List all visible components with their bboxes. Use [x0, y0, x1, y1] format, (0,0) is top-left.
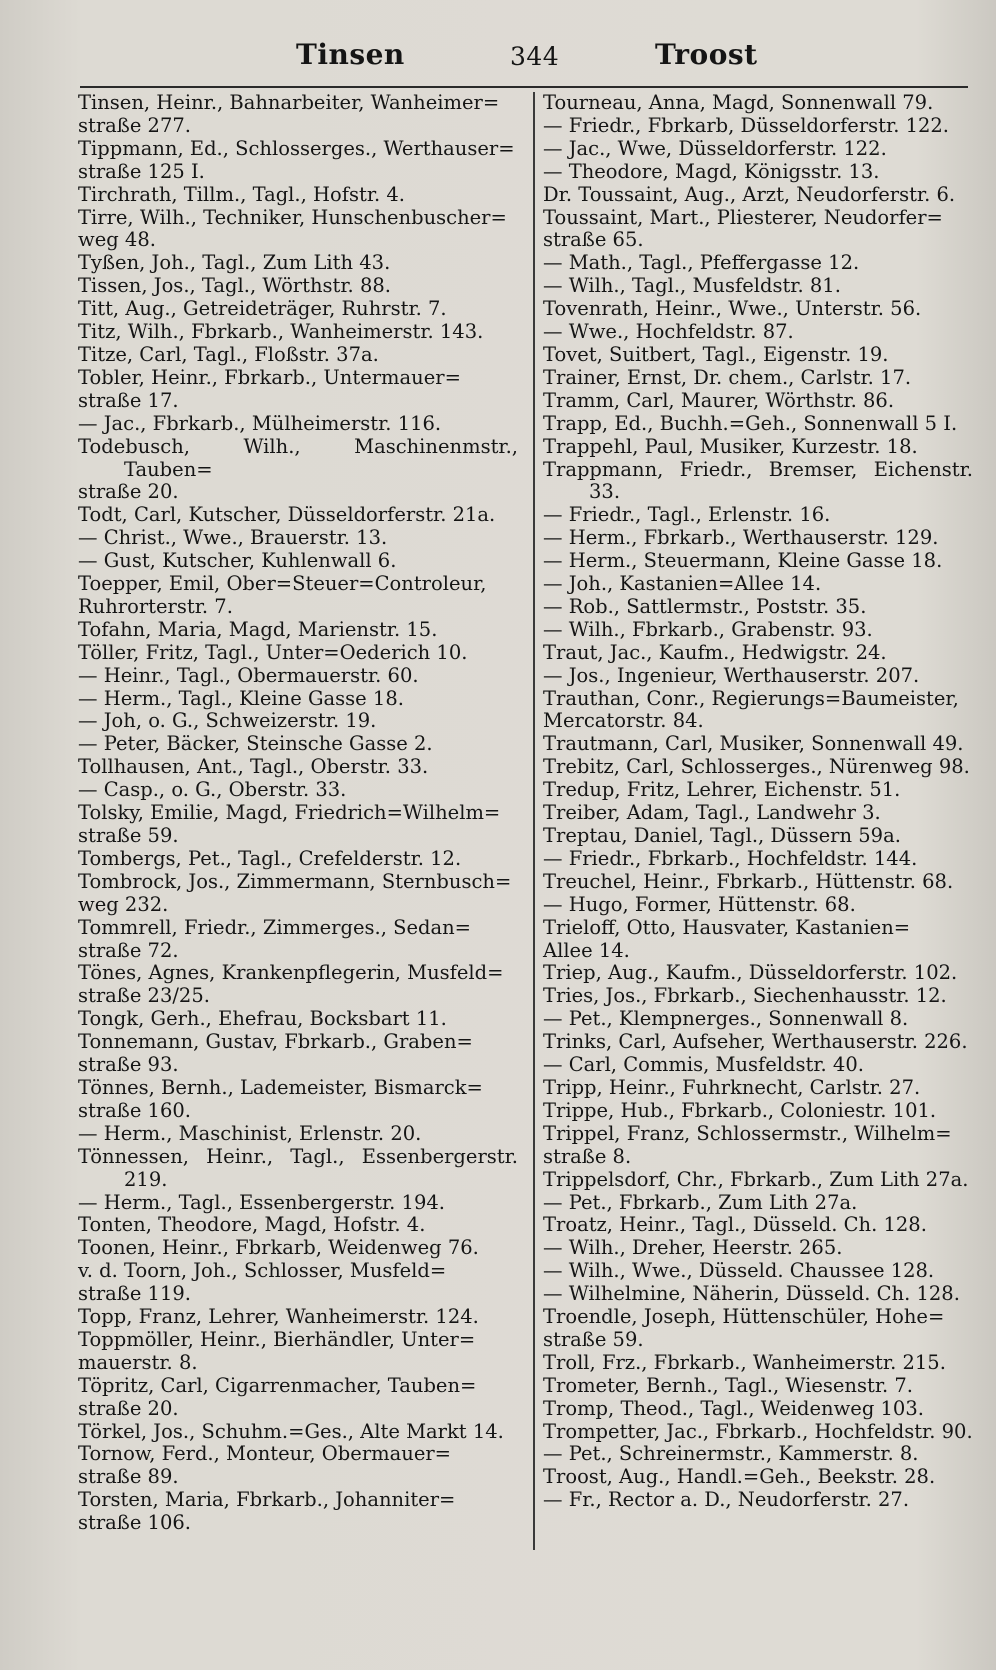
entry-continuation: straße 72. [78, 938, 179, 962]
directory-entry [78, 642, 518, 665]
directory-entry [543, 413, 973, 436]
directory-entry [78, 1123, 518, 1146]
directory-entry [78, 184, 518, 207]
directory-entry [543, 917, 973, 963]
directory-entry [543, 1421, 973, 1444]
entry-line: Tramm, Carl, Maurer, Wörthstr. 86. [543, 388, 895, 412]
directory-entry [78, 275, 518, 298]
directory-entry [78, 756, 518, 779]
entry-continuation: straße 23/25. [78, 984, 210, 1008]
entry-line: Tredup, Fritz, Lehrer, Eichenstr. 51. [543, 778, 901, 802]
directory-entry [543, 779, 973, 802]
directory-entry [78, 92, 518, 138]
left-column [78, 92, 518, 1535]
entry-line: Tofahn, Maria, Magd, Marienstr. 15. [78, 617, 438, 641]
directory-entry [78, 802, 518, 848]
entry-line: — Joh, o. G., Schweizerstr. 19. [78, 709, 377, 733]
directory-entry [78, 1306, 518, 1329]
entry-line: Tönes, Agnes, Krankenpflegerin, Musfeld= [78, 961, 504, 985]
directory-entry [543, 733, 973, 756]
entry-line: Dr. Toussaint, Aug., Arzt, Neudorferstr. 6. [543, 182, 956, 206]
entry-line: Tonnemann, Gustav, Fbrkarb., Graben= [78, 1030, 473, 1054]
entry-line: — Wwe., Hochfeldstr. 87. [543, 320, 794, 344]
directory-entry [78, 1489, 518, 1535]
entry-line: Toepper, Emil, Ober=Steuer=Controleur, [78, 572, 487, 596]
directory-entry [78, 138, 518, 184]
entry-continuation: weg 232. [78, 892, 169, 916]
directory-entry [543, 596, 973, 619]
entry-line: Troendle, Joseph, Hüttenschüler, Hohe= [543, 1305, 945, 1329]
entry-line: Trautmann, Carl, Musiker, Sonnenwall 49. [543, 732, 964, 756]
entry-line: Tourneau, Anna, Magd, Sonnenwall 79. [543, 91, 934, 114]
right-column [543, 92, 973, 1512]
entry-line: Tollhausen, Ant., Tagl., Oberstr. 33. [78, 755, 429, 779]
directory-entry [78, 504, 518, 527]
directory-entry [543, 688, 973, 734]
directory-entry [543, 665, 973, 688]
entry-line: — Wilh., Fbrkarb., Grabenstr. 93. [543, 617, 873, 641]
entry-line: Trinks, Carl, Aufseher, Werthauserstr. 226. [543, 1030, 968, 1054]
entry-line: Trippelsdorf, Chr., Fbrkarb., Zum Lith 27a. [543, 1167, 969, 1191]
directory-entry [78, 917, 518, 963]
directory-entry [78, 252, 518, 275]
entry-continuation: straße 17. [78, 388, 179, 412]
entry-line: Tries, Jos., Fbrkarb., Siechenhausstr. 12. [543, 984, 947, 1008]
entry-continuation: straße 106. [78, 1511, 191, 1535]
entry-continuation: weg 48. [78, 228, 156, 252]
directory-entry [543, 1169, 973, 1192]
running-header [0, 38, 996, 78]
entry-line: Toussaint, Mart., Pliesterer, Neudorfer= [543, 205, 943, 229]
entry-line: — Wilh., Dreher, Heerstr. 265. [543, 1236, 843, 1260]
entry-line: Tobler, Heinr., Fbrkarb., Untermauer= [78, 365, 461, 389]
directory-entry [543, 504, 973, 527]
entry-line: — Pet., Schreinermstr., Kammerstr. 8. [543, 1442, 919, 1466]
directory-entry [543, 1283, 973, 1306]
entry-line: Tonten, Theodore, Magd, Hofstr. 4. [78, 1213, 426, 1237]
entry-line: Trappmann, Friedr., Bremser, Eichenstr. 33. [543, 457, 973, 504]
directory-entry [543, 802, 973, 825]
entry-line: Toonen, Heinr., Fbrkarb, Weidenweg 76. [78, 1236, 479, 1260]
entry-line: Tippmann, Ed., Schlosserges., Werthauser= [78, 136, 515, 160]
directory-entry [78, 207, 518, 253]
entry-line: Troll, Frz., Fbrkarb., Wanheimerstr. 215. [543, 1350, 946, 1374]
entry-continuation: straße 119. [78, 1282, 191, 1306]
entry-line: Tönnes, Bernh., Lademeister, Bismarck= [78, 1075, 483, 1099]
directory-entry [543, 1123, 973, 1169]
directory-entry [78, 962, 518, 1008]
directory-entry [543, 184, 973, 207]
entry-line: Todebusch, Wilh., Maschinenmstr., Tauben= [78, 434, 518, 481]
directory-entry [78, 710, 518, 733]
directory-entry [543, 1466, 973, 1489]
directory-entry [543, 459, 973, 505]
entry-line: Törkel, Jos., Schuhm.=Ges., Alte Markt 14. [78, 1419, 504, 1443]
entry-line: Troatz, Heinr., Tagl., Düsseld. Ch. 128. [543, 1213, 927, 1237]
directory-entry [78, 367, 518, 413]
directory-entry [78, 1192, 518, 1215]
header-first-name: Tinsen [296, 38, 405, 71]
directory-entry [543, 985, 973, 1008]
directory-entry [78, 619, 518, 642]
header-last-name: Troost [655, 38, 758, 71]
directory-entry [543, 1352, 973, 1375]
directory-entry [78, 436, 518, 505]
directory-entry [78, 665, 518, 688]
entry-continuation: straße 8. [543, 1144, 632, 1168]
directory-entry [543, 252, 973, 275]
directory-entry [78, 1237, 518, 1260]
directory-entry [78, 1375, 518, 1421]
entry-line: Trapp, Ed., Buchh.=Geh., Sonnenwall 5 I. [543, 411, 958, 435]
directory-entry [78, 1443, 518, 1489]
directory-entry [543, 1237, 973, 1260]
entry-line: — Herm., Steuermann, Kleine Gasse 18. [543, 549, 943, 573]
entry-line: Tornow, Ferd., Monteur, Obermauer= [78, 1442, 452, 1466]
entry-line: Tombergs, Pet., Tagl., Crefelderstr. 12. [78, 846, 462, 870]
entry-line: Treptau, Daniel, Tagl., Düssern 59a. [543, 824, 901, 847]
entry-line: — Herm., Maschinist, Erlenstr. 20. [78, 1121, 422, 1145]
directory-entry [78, 344, 518, 367]
entry-line: Tolsky, Emilie, Magd, Friedrich=Wilhelm= [78, 801, 501, 825]
entry-line: Traut, Jac., Kaufm., Hedwigstr. 24. [543, 640, 887, 664]
directory-entry [543, 1306, 973, 1352]
directory-entry [543, 1489, 973, 1512]
directory-entry [543, 1375, 973, 1398]
entry-line: — Friedr., Fbrkarb., Hochfeldstr. 144. [543, 846, 918, 870]
directory-entry [543, 1443, 973, 1466]
entry-line: — Gust, Kutscher, Kuhlenwall 6. [78, 549, 397, 573]
entry-line: Trippel, Franz, Schlossermstr., Wilhelm= [543, 1121, 952, 1145]
directory-entry [78, 779, 518, 802]
entry-line: Trainer, Ernst, Dr. chem., Carlstr. 17. [543, 365, 912, 389]
directory-entry [543, 825, 973, 848]
entry-continuation: Allee 14. [543, 938, 630, 962]
directory-entry [543, 1100, 973, 1123]
directory-entry [78, 1421, 518, 1444]
directory-entry [543, 894, 973, 917]
entry-line: Tromp, Theod., Tagl., Weidenweg 103. [543, 1396, 924, 1420]
directory-entry [543, 1008, 973, 1031]
entry-line: — Wilh., Wwe., Düsseld. Chaussee 128. [543, 1259, 935, 1283]
header-rule [80, 86, 968, 88]
entry-line: — Friedr., Tagl., Erlenstr. 16. [543, 503, 831, 527]
entry-line: — Wilh., Tagl., Musfeldstr. 81. [543, 274, 841, 298]
entry-line: — Herm., Tagl., Essenbergerstr. 194. [78, 1190, 445, 1214]
directory-entry [543, 138, 973, 161]
entry-line: Tissen, Jos., Tagl., Wörthstr. 88. [78, 274, 391, 298]
entry-continuation: straße 20. [78, 480, 179, 504]
entry-line: — Theodore, Magd, Königsstr. 13. [543, 159, 880, 183]
entry-line: — Peter, Bäcker, Steinsche Gasse 2. [78, 732, 433, 756]
directory-entry [78, 1008, 518, 1031]
directory-entry [543, 207, 973, 253]
directory-entry [543, 92, 973, 115]
directory-entry [543, 1192, 973, 1215]
entry-continuation: straße 277. [78, 113, 191, 137]
entry-line: Trometer, Bernh., Tagl., Wiesenstr. 7. [543, 1373, 913, 1397]
entry-line: Tombrock, Jos., Zimmermann, Sternbusch= [78, 869, 512, 893]
entry-line: Tinsen, Heinr., Bahnarbeiter, Wanheimer= [78, 91, 500, 114]
entry-continuation: straße 65. [543, 228, 644, 252]
entry-line: Tovet, Suitbert, Tagl., Eigenstr. 19. [543, 342, 889, 366]
entry-line: Titz, Wilh., Fbrkarb., Wanheimerstr. 143. [78, 320, 484, 344]
entry-line: Toppmöller, Heinr., Bierhändler, Unter= [78, 1327, 476, 1351]
directory-entry [78, 688, 518, 711]
entry-line: Trebitz, Carl, Schlosserges., Nürenweg 98. [543, 755, 970, 779]
directory-entry [543, 871, 973, 894]
entry-continuation: straße 89. [78, 1465, 179, 1489]
entry-line: Tirre, Wilh., Techniker, Hunschenbuscher= [78, 205, 507, 229]
entry-line: Triep, Aug., Kaufm., Düsseldorferstr. 102. [543, 961, 958, 985]
directory-entry [78, 1329, 518, 1375]
entry-continuation: straße 20. [78, 1396, 179, 1420]
directory-entry [543, 848, 973, 871]
entry-line: Torsten, Maria, Fbrkarb., Johanniter= [78, 1488, 456, 1512]
entry-line: Tongk, Gerh., Ehefrau, Bocksbart 11. [78, 1007, 447, 1031]
entry-line: Tyßen, Joh., Tagl., Zum Lith 43. [78, 251, 391, 275]
entry-line: — Wilhelmine, Näherin, Düsseld. Ch. 128. [543, 1282, 960, 1306]
directory-entry [543, 1031, 973, 1054]
directory-entry [543, 756, 973, 779]
directory-entry [78, 848, 518, 871]
entry-line: Tripp, Heinr., Fuhrknecht, Carlstr. 27. [543, 1075, 921, 1099]
entry-line: — Jac., Wwe, Düsseldorferstr. 122. [543, 136, 887, 160]
directory-entry [78, 573, 518, 619]
entry-line: Töller, Fritz, Tagl., Unter=Oederich 10. [78, 640, 468, 664]
directory-entry [543, 1260, 973, 1283]
directory-entry [78, 1031, 518, 1077]
entry-line: Trappehl, Paul, Musiker, Kurzestr. 18. [543, 434, 918, 458]
entry-line: — Joh., Kastanien=Allee 14. [543, 572, 822, 596]
directory-entry [78, 1260, 518, 1306]
entry-line: — Pet., Fbrkarb., Zum Lith 27a. [543, 1190, 858, 1214]
directory-entry [78, 1146, 518, 1192]
entry-line: Trompetter, Jac., Fbrkarb., Hochfeldstr. 90. [543, 1419, 973, 1443]
entry-line: Treuchel, Heinr., Fbrkarb., Hüttenstr. 68. [543, 869, 954, 893]
directory-entry [543, 390, 973, 413]
directory-entry [78, 1214, 518, 1237]
entry-line: — Rob., Sattlermstr., Poststr. 35. [543, 594, 867, 618]
directory-entry [543, 367, 973, 390]
directory-entry [78, 413, 518, 436]
directory-entry [78, 527, 518, 550]
directory-entry [78, 550, 518, 573]
directory-entry [543, 321, 973, 344]
entry-continuation: straße 125 I. [78, 159, 205, 183]
entry-line: — Friedr., Fbrkarb, Düsseldorferstr. 122. [543, 113, 950, 137]
directory-entry [78, 871, 518, 917]
page-number: 344 [510, 42, 560, 71]
directory-entry [543, 573, 973, 596]
directory-entry [543, 436, 973, 459]
directory-entry [543, 550, 973, 573]
entry-continuation: straße 59. [543, 1327, 644, 1351]
entry-continuation: Ruhrorterstr. 7. [78, 594, 233, 618]
directory-entry [543, 161, 973, 184]
entry-line: Titze, Carl, Tagl., Floßstr. 37a. [78, 342, 379, 366]
entry-line: — Math., Tagl., Pfeffergasse 12. [543, 251, 860, 275]
entry-continuation: straße 93. [78, 1053, 179, 1077]
directory-entry [543, 298, 973, 321]
entry-line: — Herm., Tagl., Kleine Gasse 18. [78, 686, 404, 710]
entry-line: — Herm., Fbrkarb., Werthauserstr. 129. [543, 526, 939, 550]
entry-line: — Heinr., Tagl., Obermauerstr. 60. [78, 663, 419, 687]
entry-line: Trieloff, Otto, Hausvater, Kastanien= [543, 915, 911, 939]
entry-line: Tovenrath, Heinr., Wwe., Unterstr. 56. [543, 297, 922, 321]
directory-entry [78, 733, 518, 756]
directory-entry [543, 115, 973, 138]
entry-continuation: Mercatorstr. 84. [543, 709, 704, 733]
directory-entry [543, 527, 973, 550]
directory-entry [543, 619, 973, 642]
entry-line: Tommrell, Friedr., Zimmerges., Sedan= [78, 915, 471, 939]
entry-line: Troost, Aug., Handl.=Geh., Beekstr. 28. [543, 1465, 936, 1489]
entry-line: — Christ., Wwe., Brauerstr. 13. [78, 526, 388, 550]
entry-line: Topp, Franz, Lehrer, Wanheimerstr. 124. [78, 1305, 479, 1329]
entry-line: — Casp., o. G., Oberstr. 33. [78, 778, 347, 802]
entry-line: v. d. Toorn, Joh., Schlosser, Musfeld= [78, 1259, 447, 1283]
directory-entry [543, 1214, 973, 1237]
entry-line: Todt, Carl, Kutscher, Düsseldorferstr. 21a. [78, 503, 496, 527]
directory-entry [78, 321, 518, 344]
entry-continuation: straße 160. [78, 1098, 191, 1122]
entry-line: Titt, Aug., Getreideträger, Ruhrstr. 7. [78, 297, 447, 321]
entry-line: — Carl, Commis, Musfeldstr. 40. [543, 1053, 864, 1077]
directory-entry [543, 275, 973, 298]
entry-line: — Hugo, Former, Hüttenstr. 68. [543, 892, 856, 916]
entry-line: — Jac., Fbrkarb., Mülheimerstr. 116. [78, 411, 442, 435]
entry-line: Trauthan, Conr., Regierungs=Baumeister, [543, 686, 959, 710]
directory-entry [543, 1398, 973, 1421]
entry-continuation: straße 59. [78, 824, 179, 847]
directory-entry [543, 1077, 973, 1100]
directory-entry [78, 298, 518, 321]
entry-line: Töpritz, Carl, Cigarrenmacher, Tauben= [78, 1373, 477, 1397]
entry-line: Tirchrath, Tillm., Tagl., Hofstr. 4. [78, 182, 406, 206]
directory-entry [543, 962, 973, 985]
entry-line: — Jos., Ingenieur, Werthauserstr. 207. [543, 663, 920, 687]
entry-continuation: mauerstr. 8. [78, 1350, 198, 1374]
entry-line: Tönnessen, Heinr., Tagl., Essenbergerstr. 219. [78, 1144, 518, 1191]
entry-line: — Fr., Rector a. D., Neudorferstr. 27. [543, 1488, 910, 1512]
directory-entry [543, 1054, 973, 1077]
entry-line: Treiber, Adam, Tagl., Landwehr 3. [543, 801, 881, 825]
entry-line: Trippe, Hub., Fbrkarb., Coloniestr. 101. [543, 1098, 937, 1122]
entry-line: — Pet., Klempnerges., Sonnenwall 8. [543, 1007, 909, 1031]
column-divider [533, 92, 535, 1550]
directory-entry [543, 344, 973, 367]
directory-entry [78, 1077, 518, 1123]
directory-entry [543, 642, 973, 665]
